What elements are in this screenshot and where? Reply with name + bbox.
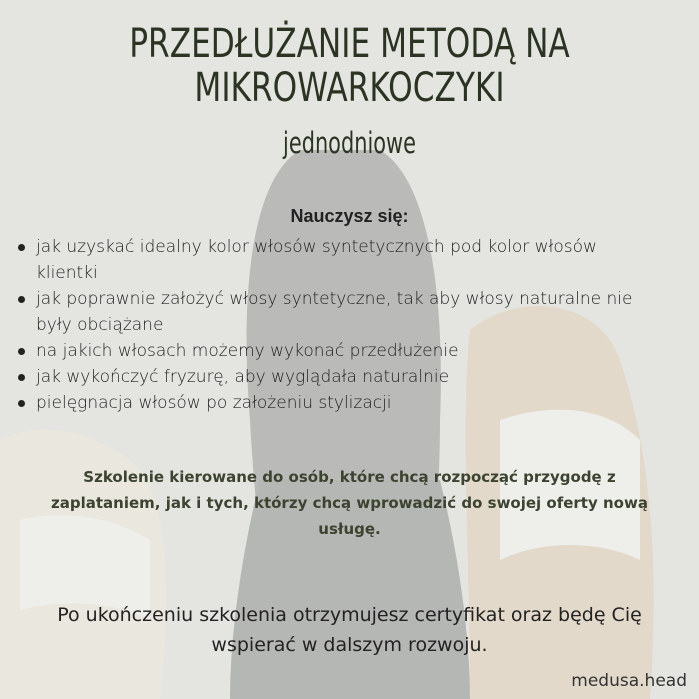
list-item-text: jak poprawnie założyć włosy syntetyczne, tak aby włosy naturalne nie były obciążane: [36, 289, 633, 335]
target-audience-text: Szkolenie kierowane do osób, które chcą rozpocząć przygodę z zaplataniem, jak i tych, którzy chcą wprowadzić do swojej oferty nową usługę.: [51, 468, 648, 538]
bullet-dot-icon: [18, 374, 25, 381]
closing-text: Po ukończeniu szkolenia otrzymujesz certyfikat oraz będę Cię wspierać w dalszym rozwoju.: [57, 604, 642, 656]
list-item-text: na jakich włosach możemy wykonać przedłużenie: [36, 341, 459, 361]
list-item-text: pielęgnacja włosów po założeniu stylizacji: [36, 393, 392, 413]
list-item: [16, 338, 656, 364]
title-line-1: PRZEDŁUŻANIE METODĄ NA: [129, 21, 570, 67]
bullet-dot-icon: [18, 400, 25, 407]
list-item: [16, 286, 656, 338]
list-item: [16, 364, 656, 390]
social-handle: medusa.head: [571, 671, 687, 691]
bullet-dot-icon: [18, 348, 25, 355]
bullet-dot-icon: [18, 296, 25, 303]
learn-list: [16, 234, 656, 416]
learn-heading: Nauczysz się:: [290, 206, 409, 226]
list-item-text: jak wykończyć fryzurę, aby wyglądała naturalnie: [36, 367, 450, 387]
poster-subtitle: jednodniowe: [283, 126, 416, 160]
list-item: [16, 234, 656, 286]
title-line-2: MIKROWARKOCZYKI: [194, 65, 505, 111]
list-item: [16, 390, 656, 416]
bullet-dot-icon: [18, 244, 25, 251]
poster-title: [77, 22, 622, 110]
list-item-text: jak uzyskać idealny kolor włosów syntetycznych pod kolor włosów klientki: [36, 237, 597, 283]
